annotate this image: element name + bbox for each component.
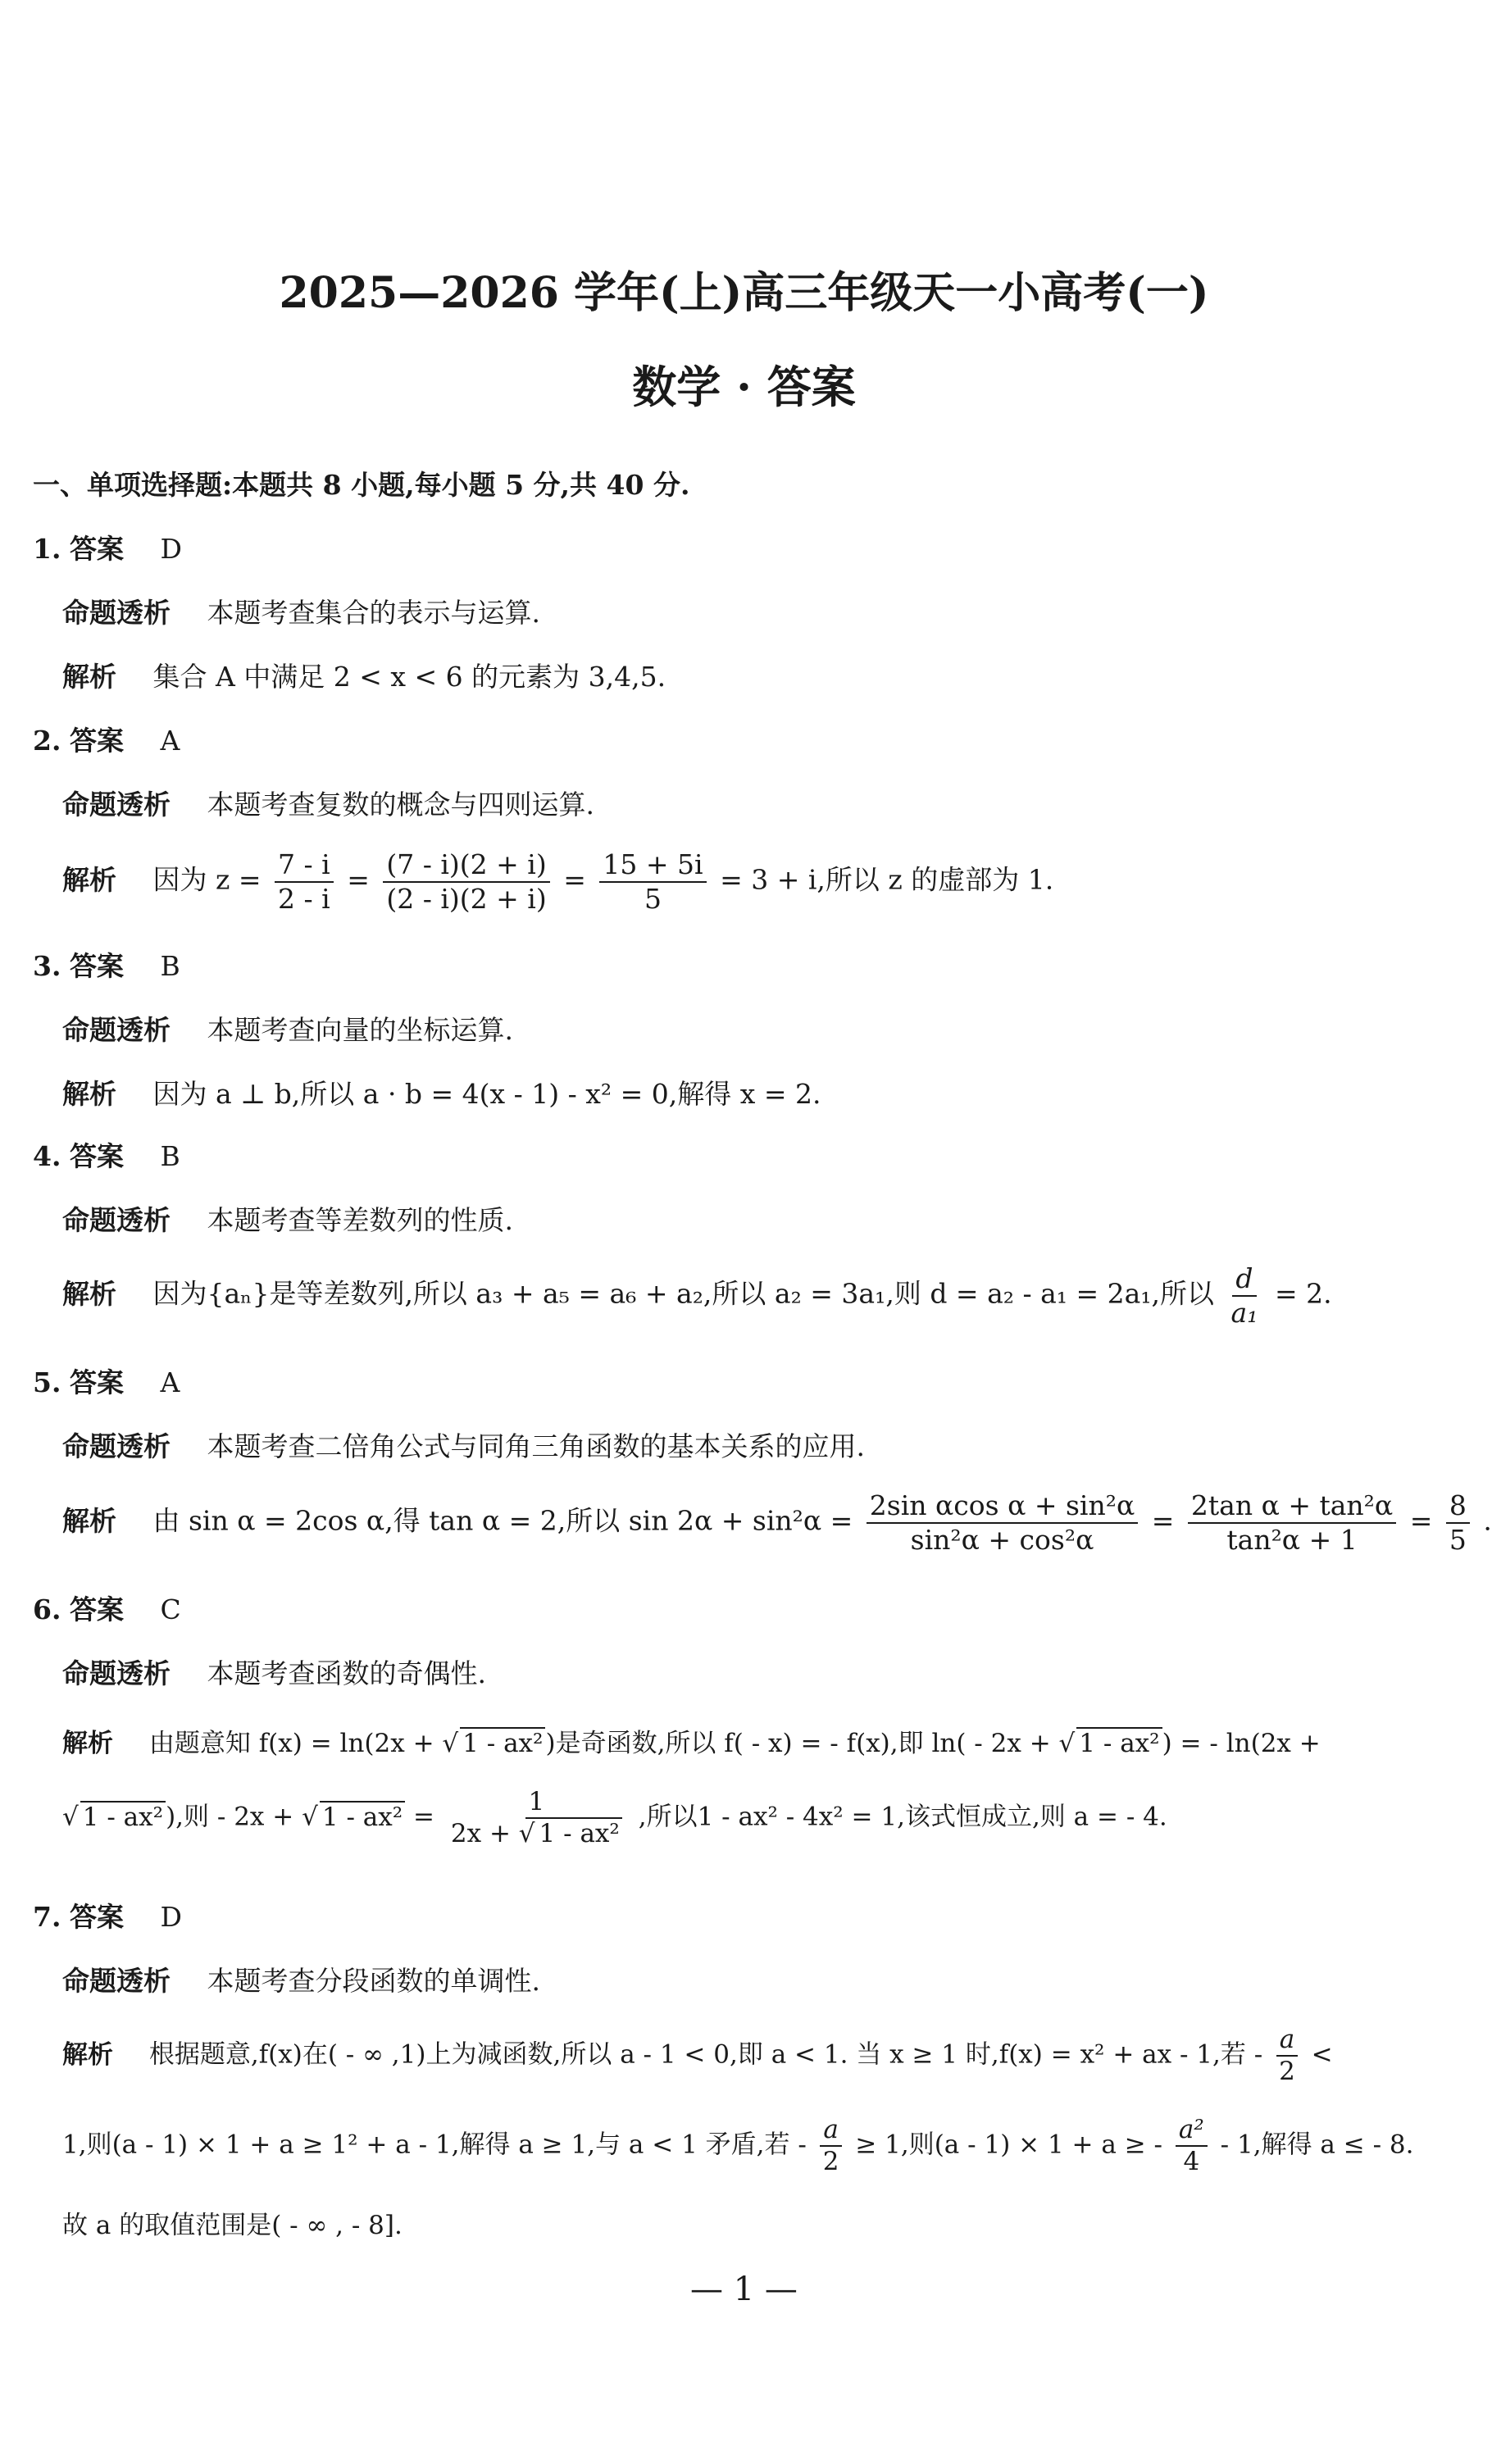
fraction-denominator: sin²α + cos²α bbox=[910, 1523, 1094, 1556]
intent-label: 命题透析 bbox=[62, 1965, 171, 1997]
radicand: 1 - ax² bbox=[320, 1801, 405, 1832]
intent-label: 命题透析 bbox=[62, 597, 171, 629]
fraction bbox=[1446, 1489, 1470, 1556]
equals-sign: = bbox=[347, 863, 370, 896]
question-2-analysis bbox=[62, 848, 1053, 915]
page-title: 2025—2026 学年(上)高三年级天一小高考(一) bbox=[279, 268, 1209, 318]
fraction bbox=[1228, 1262, 1262, 1329]
fraction bbox=[383, 848, 549, 915]
question-6-intent bbox=[62, 1656, 486, 1692]
answer-label: 答案 bbox=[69, 533, 124, 565]
question-7-intent bbox=[62, 1963, 540, 1999]
question-7-analysis-line-1 bbox=[62, 2025, 1333, 2087]
fraction-numerator: a² bbox=[1176, 2115, 1208, 2147]
question-5-answer bbox=[33, 1365, 180, 1401]
intent-label: 命题透析 bbox=[62, 789, 171, 821]
equals-sign: = bbox=[413, 1802, 435, 1832]
question-3-intent bbox=[62, 1012, 513, 1048]
analysis-text-tail: < bbox=[1311, 2039, 1333, 2070]
analysis-label: 解析 bbox=[62, 863, 116, 896]
radicand: 1 - ax² bbox=[537, 1817, 622, 1848]
radicand: 1 - ax² bbox=[80, 1801, 166, 1832]
fraction-numerator: a bbox=[820, 2115, 841, 2147]
question-1-analysis bbox=[62, 659, 666, 695]
fraction-numerator: 2sin αcos α + sin²α bbox=[867, 1489, 1138, 1524]
question-5-analysis bbox=[62, 1489, 1492, 1556]
answer-label: 答案 bbox=[69, 1593, 124, 1625]
analysis-text: ) = - ln(2x + bbox=[1162, 1729, 1321, 1758]
intent-label: 命题透析 bbox=[62, 1657, 171, 1689]
radicand: 1 - ax² bbox=[460, 1727, 545, 1758]
analysis-text: ≥ 1,则(a - 1) × 1 + a ≥ - bbox=[855, 2130, 1163, 2160]
question-4-answer bbox=[33, 1139, 180, 1175]
question-7-analysis-line-3 bbox=[62, 2207, 403, 2244]
question-4-intent bbox=[62, 1202, 513, 1239]
fraction bbox=[1188, 1489, 1396, 1556]
intent-text: 本题考查二倍角公式与同角三角函数的基本关系的应用. bbox=[207, 1430, 865, 1462]
fraction-denominator: 5 bbox=[1449, 1523, 1467, 1556]
analysis-text: 因为 a ⊥ b,所以 a · b = 4(x - 1) - x² = 0,解得 x = 2. bbox=[152, 1078, 821, 1110]
fraction bbox=[1176, 2115, 1208, 2177]
fraction bbox=[599, 848, 706, 915]
fraction bbox=[1276, 2025, 1299, 2087]
question-6-analysis-line-1 bbox=[62, 1725, 1321, 1762]
analysis-text: 因为 z = bbox=[152, 863, 262, 896]
question-1-answer bbox=[33, 531, 182, 567]
intent-label: 命题透析 bbox=[62, 1430, 171, 1462]
analysis-label: 解析 bbox=[62, 661, 116, 693]
intent-text: 本题考查等差数列的性质. bbox=[207, 1204, 513, 1236]
sqrt-sign: √ bbox=[518, 1819, 535, 1849]
fraction-denominator: 2 bbox=[1279, 2057, 1295, 2087]
answer-label: 答案 bbox=[69, 725, 124, 757]
intent-text: 本题考查集合的表示与运算. bbox=[207, 597, 540, 629]
answer-label: 答案 bbox=[69, 950, 124, 982]
analysis-label: 解析 bbox=[62, 1277, 116, 1310]
analysis-text-tail: . bbox=[1483, 1504, 1492, 1537]
denominator-text: 2x + bbox=[450, 1819, 519, 1849]
fraction-denominator: 5 bbox=[644, 882, 662, 915]
intent-text: 本题考查分段函数的单调性. bbox=[207, 1965, 540, 1997]
section-heading: 一、单项选择题:本题共 8 小题,每小题 5 分,共 40 分. bbox=[33, 469, 690, 501]
sqrt-sign: √ bbox=[1058, 1729, 1076, 1758]
fraction-denominator: 4 bbox=[1183, 2147, 1200, 2177]
answer-value: D bbox=[160, 533, 182, 565]
analysis-label: 解析 bbox=[62, 2039, 113, 2070]
answer-value: C bbox=[160, 1593, 181, 1625]
question-3-analysis bbox=[62, 1076, 821, 1112]
question-5-intent bbox=[62, 1429, 865, 1465]
question-2-intent bbox=[62, 787, 594, 823]
analysis-text: 故 a 的取值范围是( - ∞ , - 8]. bbox=[62, 2211, 403, 2240]
intent-label: 命题透析 bbox=[62, 1014, 171, 1046]
fraction-numerator: a bbox=[1276, 2025, 1298, 2057]
analysis-text: 由 sin α = 2cos α,得 tan α = 2,所以 sin 2α + sin²α = bbox=[152, 1504, 853, 1537]
answer-label: 答案 bbox=[69, 1366, 124, 1398]
question-number: 1. bbox=[33, 533, 61, 565]
answer-value: A bbox=[160, 1366, 180, 1398]
question-1-intent bbox=[62, 595, 540, 631]
answer-value: B bbox=[160, 950, 180, 982]
answer-label: 答案 bbox=[69, 1140, 124, 1172]
question-number: 3. bbox=[33, 950, 61, 982]
fraction bbox=[820, 2115, 843, 2177]
analysis-text-tail: = 3 + i,所以 z 的虚部为 1. bbox=[720, 863, 1054, 896]
fraction-numerator: 7 - i bbox=[275, 848, 334, 883]
answer-label: 答案 bbox=[69, 1901, 124, 1933]
question-6-answer bbox=[33, 1592, 181, 1628]
analysis-text: 由题意知 f(x) = ln(2x + bbox=[148, 1729, 443, 1758]
fraction-numerator: 1 bbox=[525, 1787, 548, 1819]
fraction bbox=[448, 1787, 625, 1849]
question-number: 7. bbox=[33, 1901, 61, 1933]
analysis-text-tail: ,所以1 - ax² - 4x² = 1,该式恒成立,则 a = - 4. bbox=[638, 1802, 1167, 1832]
question-7-analysis-line-2 bbox=[62, 2115, 1414, 2177]
question-2-answer bbox=[33, 723, 180, 759]
analysis-text: ),则 - 2x + bbox=[166, 1802, 302, 1832]
intent-text: 本题考查函数的奇偶性. bbox=[207, 1657, 486, 1689]
question-number: 6. bbox=[33, 1593, 61, 1625]
analysis-text: 集合 A 中满足 2 < x < 6 的元素为 3,4,5. bbox=[152, 661, 666, 693]
equals-sign: = bbox=[563, 863, 586, 896]
fraction bbox=[867, 1489, 1138, 1556]
page-number: — 1 — bbox=[690, 2271, 798, 2308]
fraction-denominator: 2 - i bbox=[278, 882, 330, 915]
question-7-answer bbox=[33, 1899, 182, 1935]
question-3-answer bbox=[33, 948, 180, 984]
fraction-numerator: (7 - i)(2 + i) bbox=[383, 848, 549, 883]
equals-sign: = bbox=[1151, 1504, 1175, 1537]
question-number: 4. bbox=[33, 1140, 61, 1172]
analysis-text-tail: = 2. bbox=[1274, 1277, 1332, 1310]
intent-text: 本题考查向量的坐标运算. bbox=[207, 1014, 513, 1046]
fraction-numerator: 8 bbox=[1446, 1489, 1470, 1524]
sqrt-sign: √ bbox=[62, 1802, 79, 1832]
fraction-numerator: d bbox=[1232, 1262, 1256, 1297]
radicand: 1 - ax² bbox=[1076, 1727, 1162, 1758]
fraction-denominator: tan²α + 1 bbox=[1226, 1523, 1358, 1556]
intent-text: 本题考查复数的概念与四则运算. bbox=[207, 789, 594, 821]
question-number: 5. bbox=[33, 1366, 61, 1398]
sqrt-sign: √ bbox=[442, 1729, 459, 1758]
analysis-text: 因为{aₙ}是等差数列,所以 a₃ + a₅ = a₆ + a₂,所以 a₂ = 3a₁,则 d = a₂ - a₁ = 2a₁,所以 bbox=[152, 1277, 1215, 1310]
analysis-text: 1,则(a - 1) × 1 + a ≥ 1² + a - 1,解得 a ≥ 1,与 a < 1 矛盾,若 - bbox=[62, 2130, 807, 2160]
answer-value: A bbox=[160, 725, 180, 757]
sqrt-sign: √ bbox=[302, 1802, 318, 1832]
question-6-analysis-line-2 bbox=[62, 1787, 1167, 1849]
question-number: 2. bbox=[33, 725, 61, 757]
fraction-numerator: 15 + 5i bbox=[599, 848, 706, 883]
intent-label: 命题透析 bbox=[62, 1204, 171, 1236]
analysis-label: 解析 bbox=[62, 1504, 116, 1537]
fraction-denominator: 2 bbox=[822, 2147, 839, 2177]
analysis-label: 解析 bbox=[62, 1729, 113, 1758]
answer-value: B bbox=[160, 1140, 180, 1172]
analysis-text-tail: - 1,解得 a ≤ - 8. bbox=[1220, 2130, 1414, 2160]
analysis-text: )是奇函数,所以 f( - x) = - f(x),即 ln( - 2x + bbox=[545, 1729, 1059, 1758]
fraction-numerator: 2tan α + tan²α bbox=[1188, 1489, 1396, 1524]
question-4-analysis bbox=[62, 1262, 1332, 1329]
fraction-denominator: a₁ bbox=[1230, 1296, 1258, 1329]
fraction bbox=[275, 848, 334, 915]
page-subtitle: 数学 · 答案 bbox=[632, 361, 856, 413]
fraction-denominator bbox=[448, 1819, 625, 1849]
fraction-denominator: (2 - i)(2 + i) bbox=[386, 882, 547, 915]
analysis-text: 根据题意,f(x)在( - ∞ ,1)上为减函数,所以 a - 1 < 0,即 a < 1. 当 x ≥ 1 时,f(x) = x² + ax - 1,若 - bbox=[148, 2039, 1263, 2070]
analysis-label: 解析 bbox=[62, 1078, 116, 1110]
equals-sign: = bbox=[1409, 1504, 1433, 1537]
answer-value: D bbox=[160, 1901, 182, 1933]
